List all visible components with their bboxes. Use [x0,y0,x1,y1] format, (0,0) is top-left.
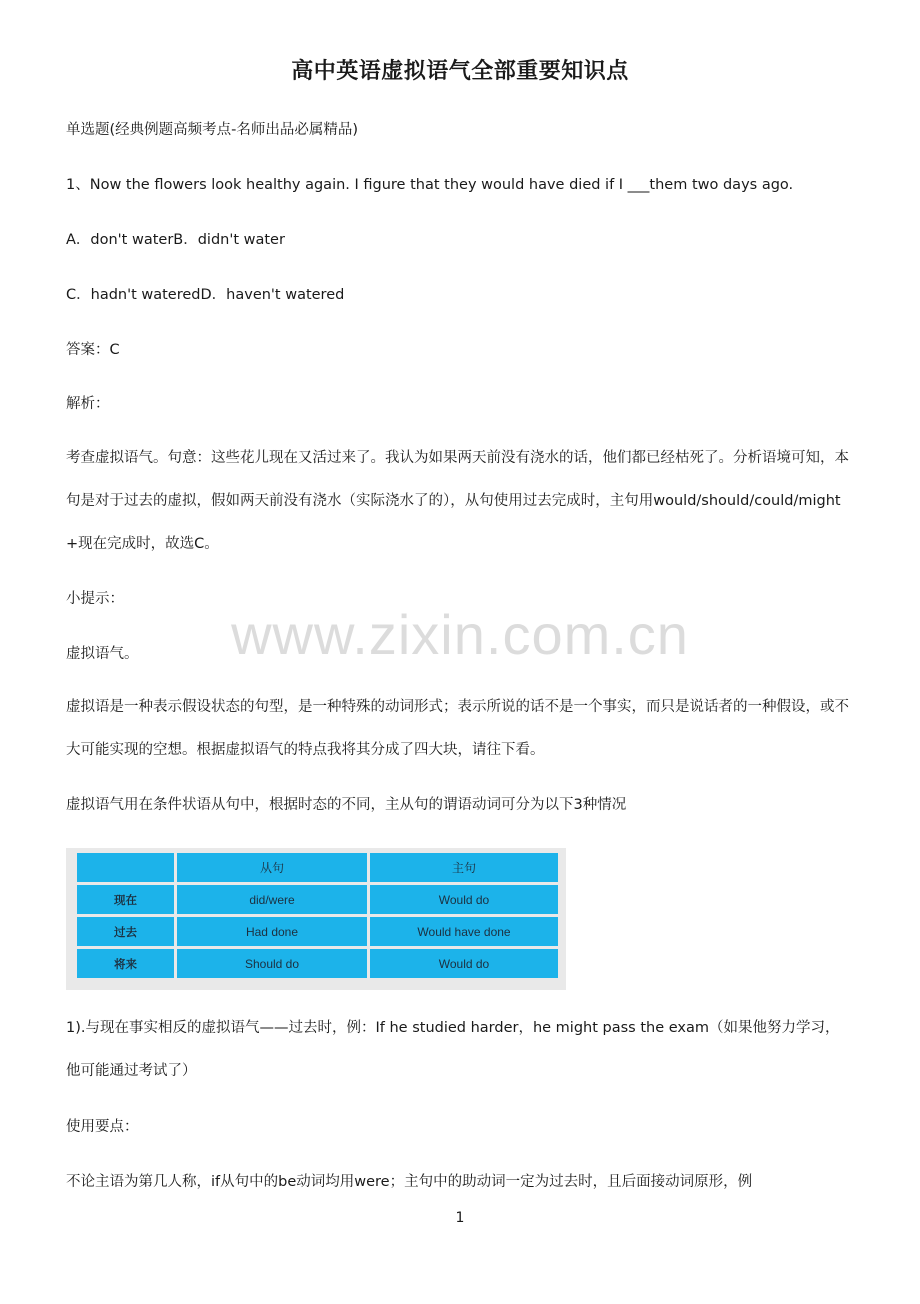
table-cell: Would do [370,885,558,914]
table-header-cell: 从句 [177,853,367,882]
tip-topic: 虚拟语气。 [66,646,139,662]
analysis-label: 解析： [66,396,110,412]
table-row [77,885,558,914]
intro-paragraph: 虚拟语是一种表示假设状态的句型，是一种特殊的动词形式；表示所说的话不是一个事实，而只是说话者的一种假设，或不大可能实现的空想。根据虚拟语气的特点我将其分成了四大块，请往下看。 [66,699,849,758]
page-number: 1 [455,1210,465,1226]
table-cell: Would have done [370,917,558,946]
section-heading: 单选题(经典例题高频考点-名师出品必属精品) [66,122,359,138]
conditional-intro: 虚拟语气用在条件状语从句中，根据时态的不同，主从句的谓语动词可分为以下3种情况 [66,797,627,813]
table-row [77,949,558,978]
question-options-cd: C．hadn't wateredD．haven't watered [66,287,345,303]
table-header-cell [77,853,174,882]
table-cell: Should do [177,949,367,978]
table-header-cell: 主句 [370,853,558,882]
watermark: www.zixin.com.cn [231,603,689,666]
tip-label: 小提示： [66,591,124,607]
table-cell: Had done [177,917,367,946]
tense-table [66,848,566,990]
rule1-paragraph: 1).与现在事实相反的虚拟语气——过去时，例：If he studied harder，he might pass the exam（如果他努力学习，他可能通过考试了） [66,1020,840,1079]
table-cell: did/were [177,885,367,914]
table-cell: Would do [370,949,558,978]
answer-line: 答案：C [66,342,120,358]
document-title: 高中英语虚拟语气全部重要知识点 [291,59,629,84]
analysis-paragraph: 考查虚拟语气。句意：这些花儿现在又活过来了。我认为如果两天前没有浇水的话，他们都已经枯死了。分析语境可知，本句是对于过去的虚拟，假如两天前没有浇水（实际浇水了的），从句使用过去完成时，主句用would/should/could/might +现在完成时，故选C。 [66,450,849,552]
table-row-label: 现在 [77,885,174,914]
question-options-ab: A．don't waterB．didn't water [66,232,285,248]
table-header-row [77,853,558,882]
table-row-label: 过去 [77,917,174,946]
usage-text: 不论主语为第几人称，if从句中的be动词均用were；主句中的助动词一定为过去时，且后面接动词原形，例 [66,1174,753,1190]
table-row [77,917,558,946]
question-text: 1、Now the flowers look healthy again. I figure that they would have died if I ___them two days ago. [66,177,794,193]
table-row-label: 将来 [77,949,174,978]
usage-label: 使用要点： [66,1119,139,1135]
